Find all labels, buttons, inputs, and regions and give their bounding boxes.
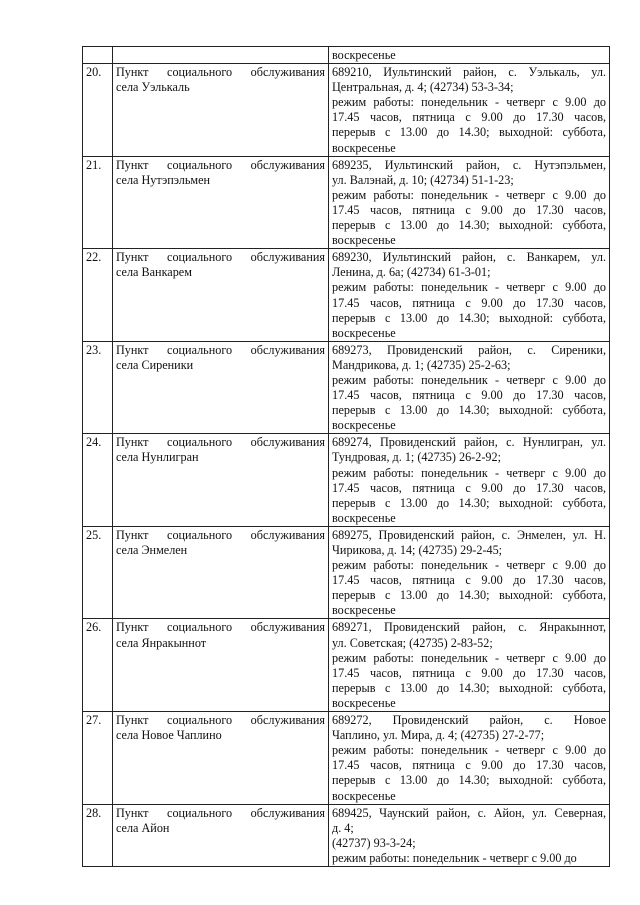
- info-line: перерыв с 13.00 до 14.30; выходной: суббота,: [332, 588, 606, 603]
- info-line: воскресенье: [332, 510, 396, 525]
- info-line: перерыв с 13.00 до 14.30; выходной: суббота,: [332, 680, 606, 695]
- service-point-info-cell: [329, 619, 610, 712]
- info-line: перерыв с 13.00 до 14.30; выходной: суббота,: [332, 310, 606, 325]
- info-line: режим работы: понедельник - четверг с 9.00 до: [332, 465, 606, 480]
- info-line: 17.45 часов, пятница с 9.00 до 17.30 часов,: [332, 295, 606, 310]
- info-line: режим работы: понедельник - четверг с 9.00 до: [332, 280, 606, 295]
- name-line: Пункт социального обслуживания: [116, 250, 325, 265]
- name-line: Пункт социального обслуживания: [116, 527, 325, 542]
- info-line: 689272, Провиденский район, с. Новое: [332, 713, 606, 728]
- info-line: воскресенье: [332, 788, 396, 803]
- name-line: Пункт социального обслуживания: [116, 65, 325, 80]
- name-line: села Новое Чаплино: [116, 728, 222, 743]
- name-line: Пункт социального обслуживания: [116, 435, 325, 450]
- service-point-name-cell: [113, 156, 329, 249]
- info-line: 17.45 часов, пятница с 9.00 до 17.30 часов,: [332, 110, 606, 125]
- info-line: Ленина, д. 6а; (42734) 61-3-01;: [332, 265, 491, 280]
- row-number-cell: 25.: [83, 526, 113, 619]
- info-line: воскресенье: [332, 603, 396, 618]
- info-line: воскресенье: [332, 233, 396, 248]
- name-line: села Энмелен: [116, 543, 188, 557]
- info-line: Чирикова, д. 14; (42735) 29-2-45;: [332, 543, 503, 557]
- name-line: села Нунлигран: [116, 450, 199, 465]
- info-line: перерыв с 13.00 до 14.30; выходной: суббота,: [332, 125, 606, 140]
- row-number-cell: 28.: [83, 804, 113, 866]
- info-line: перерыв с 13.00 до 14.30; выходной: суббота,: [332, 218, 606, 233]
- row-number-cell: [83, 47, 113, 64]
- row-number-cell: 21.: [83, 156, 113, 249]
- info-line: 17.45 часов, пятница с 9.00 до 17.30 часов,: [332, 665, 606, 680]
- row-number-cell: 20.: [83, 64, 113, 157]
- table-row: [83, 156, 610, 249]
- row-number-cell: 27.: [83, 712, 113, 805]
- info-line: ул. Советская; (42735) 2-83-52;: [332, 635, 493, 650]
- info-line: режим работы: понедельник - четверг с 9.00 до: [332, 850, 577, 865]
- info-line: воскресенье: [332, 325, 396, 340]
- service-point-info-cell: [329, 434, 610, 527]
- info-line: 689275, Провиденский район, с. Энмелен, ул. Н.: [332, 527, 606, 542]
- name-line: села Уэлькаль: [116, 80, 190, 95]
- row-number-cell: 24.: [83, 434, 113, 527]
- service-point-name-cell: [113, 804, 329, 866]
- info-line: Центральная, д. 4; (42734) 53-3-34;: [332, 80, 514, 95]
- service-point-name-cell: [113, 341, 329, 434]
- info-line: ул. Валэнай, д. 10; (42734) 51-1-23;: [332, 172, 514, 187]
- table-row: [83, 526, 610, 619]
- info-line: режим работы: понедельник - четверг с 9.00 до: [332, 372, 606, 387]
- info-line: 17.45 часов, пятница с 9.00 до 17.30 часов,: [332, 202, 606, 217]
- name-line: села Сиреники: [116, 357, 194, 372]
- service-point-name-cell: [113, 249, 329, 342]
- info-line: Чаплино, ул. Мира, д. 4; (42735) 27-2-77;: [332, 728, 545, 743]
- info-line: режим работы: понедельник - четверг с 9.00 до: [332, 95, 606, 110]
- service-point-info-cell: [329, 526, 610, 619]
- table-row: [83, 619, 610, 712]
- info-line: 17.45 часов, пятница с 9.00 до 17.30 часов,: [332, 758, 606, 773]
- name-line: Пункт социального обслуживания: [116, 713, 325, 728]
- name-line: села Янракыннот: [116, 635, 207, 650]
- info-line: 689425, Чаунский район, с. Айон, ул. Северная,: [332, 805, 606, 820]
- service-points-table: [82, 46, 610, 867]
- info-line: 689274, Провиденский район, с. Нунлигран, ул.: [332, 435, 606, 450]
- name-line: Пункт социального обслуживания: [116, 157, 325, 172]
- table-row: [83, 64, 610, 157]
- row-number-cell: 22.: [83, 249, 113, 342]
- info-line: режим работы: понедельник - четверг с 9.00 до: [332, 558, 606, 573]
- info-line: воскресенье: [332, 418, 396, 433]
- info-line: перерыв с 13.00 до 14.30; выходной: суббота,: [332, 773, 606, 788]
- name-line: села Айон: [116, 820, 170, 835]
- table-row: [83, 804, 610, 866]
- service-point-name-cell: [113, 434, 329, 527]
- name-line: села Нутэпэльмен: [116, 172, 211, 187]
- service-point-info-cell: [329, 156, 610, 249]
- info-line: режим работы: понедельник - четверг с 9.00 до: [332, 650, 606, 665]
- table-row: [83, 434, 610, 527]
- info-line: режим работы: понедельник - четверг с 9.00 до: [332, 187, 606, 202]
- name-line: Пункт социального обслуживания: [116, 620, 325, 635]
- service-point-info-cell: [329, 249, 610, 342]
- row-number-cell: 23.: [83, 341, 113, 434]
- table-row: [83, 712, 610, 805]
- service-point-name-cell: [113, 619, 329, 712]
- info-line: 689230, Иультинский район, с. Ванкарем, ул.: [332, 250, 606, 265]
- info-line: 689271, Провиденский район, с. Янракыннот,: [332, 620, 606, 635]
- info-line: 689273, Провиденский район, с. Сиреники,: [332, 342, 606, 357]
- table-row: [83, 341, 610, 434]
- info-line: воскресенье: [332, 48, 396, 62]
- info-line: воскресенье: [332, 695, 396, 710]
- info-line: (42737) 93-3-24;: [332, 835, 416, 850]
- name-line: села Ванкарем: [116, 265, 192, 280]
- info-line: 17.45 часов, пятница с 9.00 до 17.30 часов,: [332, 480, 606, 495]
- service-point-info-cell: [329, 47, 610, 64]
- info-line: воскресенье: [332, 140, 396, 155]
- service-point-name-cell: [113, 526, 329, 619]
- service-point-info-cell: [329, 712, 610, 805]
- service-point-info-cell: [329, 64, 610, 157]
- info-line: перерыв с 13.00 до 14.30; выходной: суббота,: [332, 403, 606, 418]
- name-line: Пункт социального обслуживания: [116, 805, 325, 820]
- service-point-name-cell: [113, 64, 329, 157]
- info-line: 689210, Иультинский район, с. Уэлькаль, ул.: [332, 65, 606, 80]
- table-body: [83, 47, 610, 867]
- info-line: 17.45 часов, пятница с 9.00 до 17.30 часов,: [332, 388, 606, 403]
- name-line: Пункт социального обслуживания: [116, 342, 325, 357]
- row-number-cell: 26.: [83, 619, 113, 712]
- service-point-info-cell: [329, 341, 610, 434]
- table-row: [83, 249, 610, 342]
- table-row-continued: [83, 47, 610, 64]
- service-point-name-cell: [113, 47, 329, 64]
- info-line: Тундровая, д. 1; (42735) 26-2-92;: [332, 450, 501, 465]
- info-line: перерыв с 13.00 до 14.30; выходной: суббота,: [332, 495, 606, 510]
- info-line: Мандрикова, д. 1; (42735) 25-2-63;: [332, 357, 511, 372]
- service-point-name-cell: [113, 712, 329, 805]
- info-line: 689235, Иультинский район, с. Нутэпэльмен,: [332, 157, 606, 172]
- info-line: д. 4;: [332, 820, 354, 835]
- info-line: 17.45 часов, пятница с 9.00 до 17.30 часов,: [332, 573, 606, 588]
- service-point-info-cell: [329, 804, 610, 866]
- info-line: режим работы: понедельник - четверг с 9.00 до: [332, 743, 606, 758]
